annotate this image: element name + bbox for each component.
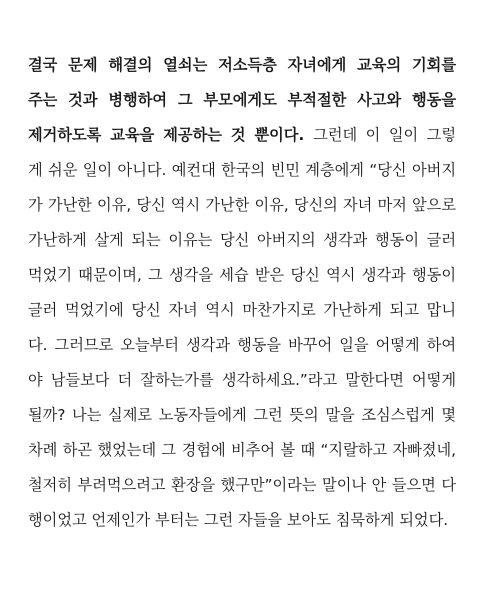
paragraph-line-3-bold: 제거하도록 교육을 제공하는 것 뿐이다.	[28, 126, 314, 144]
paragraph-line-3	[28, 118, 456, 153]
paragraph-line-6: 가난하게 살게 되는 이유는 당신 아버지의 생각과 행동이 글러	[28, 231, 456, 249]
paragraph-line-5: 가 가난한 이유, 당신 역시 가난한 이유, 당신의 자녀 마저 앞으로	[28, 196, 456, 214]
paragraph-line-7: 먹었기 때문이며, 그 생각을 세습 받은 당신 역시 생각과 행동이	[28, 266, 456, 284]
paragraph-line-12: 차례 하곤 했었는데 그 경험에 비추어 볼 때 “지랄하고 자빠졌네,	[28, 441, 456, 459]
paragraph-line-9: 다. 그러므로 오늘부터 생각과 행동을 바꾸어 일을 어떻게 하여	[28, 336, 456, 354]
paragraph-line-13: 철저히 부려먹으려고 환장을 했구만”이라는 말이나 안 들으면 다	[28, 476, 456, 494]
paragraph-line-3-regular: 그런데 이 일이 그렇	[313, 126, 456, 144]
paragraph-line-14: 행이었고 언제인가 부터는 그런 자들을 보아도 침묵하게 되었다.	[28, 511, 449, 529]
paragraph-line-4: 게 쉬운 일이 아니다. 예컨대 한국의 빈민 계층에게 “당신 아버지	[28, 161, 456, 179]
paragraph-line-11: 될까? 나는 실제로 노동자들에게 그런 뜻의 말을 조심스럽게 몇	[28, 406, 456, 424]
paragraph-line-2: 주는 것과 병행하여 그 부모에게도 부적절한 사고와 행동을	[28, 91, 456, 109]
paragraph-line-10: 야 남들보다 더 잘하는가를 생각하세요.”라고 말한다면 어떻게	[28, 371, 456, 389]
paragraph-line-1: 결국 문제 해결의 열쇠는 저소득층 자녀에게 교육의 기회를	[28, 56, 456, 74]
paragraph-line-8: 글러 먹었기에 당신 자녀 역시 마찬가지로 가난하게 되고 맙니	[28, 301, 456, 319]
